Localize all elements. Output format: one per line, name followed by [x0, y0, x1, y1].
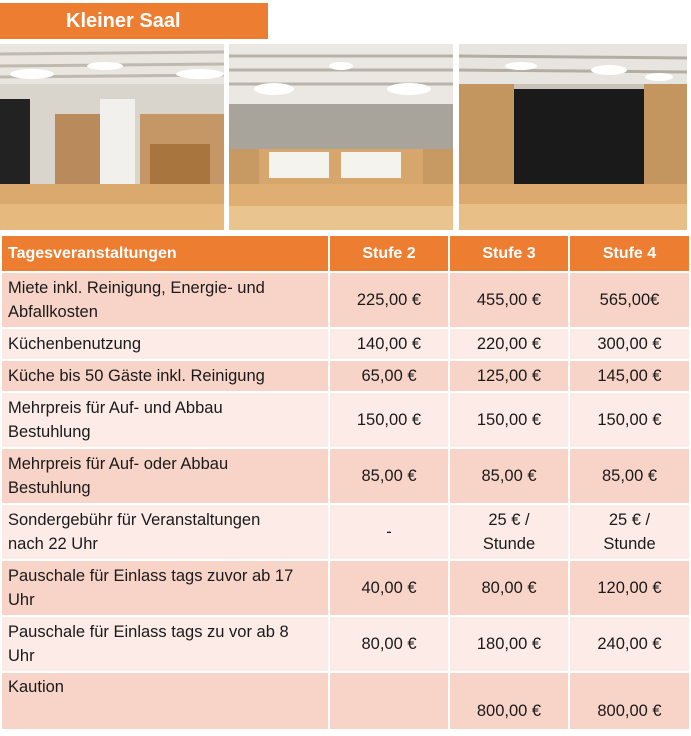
table-row — [1, 448, 690, 504]
stufe-4-price: 85,00 € — [569, 448, 690, 504]
stufe-3-price: 125,00 € — [449, 360, 569, 392]
stufe-3-price: 80,00 € — [449, 560, 569, 616]
stufe-4-price: 150,00 € — [569, 392, 690, 448]
table-row — [1, 272, 690, 328]
row-label: Sondergebühr für Veranstaltungen nach 22 Uhr — [1, 504, 329, 560]
stufe-2-price: - — [329, 504, 449, 560]
hall-photo-windows — [229, 44, 453, 230]
table-row — [1, 672, 690, 730]
row-label: Mehrpreis für Auf- oder Abbau Bestuhlung — [1, 448, 329, 504]
row-label: Miete inkl. Reinigung, Energie- und Abfallkosten — [1, 272, 329, 328]
stufe-2-price: 85,00 € — [329, 448, 449, 504]
table-row — [1, 616, 690, 672]
table-header-row — [1, 235, 690, 272]
stufe-2-price: 150,00 € — [329, 392, 449, 448]
row-label: Kaution — [1, 672, 329, 730]
row-label: Küchenbenutzung — [1, 328, 329, 360]
stufe-2-price: 40,00 € — [329, 560, 449, 616]
table-row — [1, 328, 690, 360]
header-stufe-4: Stufe 4 — [569, 235, 690, 272]
stufe-2-price: 80,00 € — [329, 616, 449, 672]
stufe-3-price: 220,00 € — [449, 328, 569, 360]
stufe-3-price: 800,00 € — [449, 672, 569, 730]
hall-photo-wall-panels — [0, 44, 224, 230]
stufe-2-price — [329, 672, 449, 730]
stufe-3-price: 455,00 € — [449, 272, 569, 328]
header-stufe-2: Stufe 2 — [329, 235, 449, 272]
row-label: Pauschale für Einlass tags zuvor ab 17 Uhr — [1, 560, 329, 616]
stufe-3-price: 85,00 € — [449, 448, 569, 504]
page-title: Kleiner Saal — [0, 3, 268, 39]
stufe-4-price: 565,00€ — [569, 272, 690, 328]
stufe-4-price: 120,00 € — [569, 560, 690, 616]
table-row — [1, 392, 690, 448]
hall-photo-stage — [459, 44, 687, 230]
stufe-4-price: 25 € / Stunde — [569, 504, 690, 560]
stufe-3-price: 180,00 € — [449, 616, 569, 672]
price-table — [0, 234, 691, 731]
stufe-3-price: 25 € / Stunde — [449, 504, 569, 560]
header-stufe-3: Stufe 3 — [449, 235, 569, 272]
table-row — [1, 504, 690, 560]
stufe-2-price: 140,00 € — [329, 328, 449, 360]
row-label: Mehrpreis für Auf- und Abbau Bestuhlung — [1, 392, 329, 448]
stufe-2-price: 225,00 € — [329, 272, 449, 328]
stufe-2-price: 65,00 € — [329, 360, 449, 392]
stufe-4-price: 145,00 € — [569, 360, 690, 392]
stufe-4-price: 300,00 € — [569, 328, 690, 360]
row-label: Pauschale für Einlass tags zu vor ab 8 Uhr — [1, 616, 329, 672]
stufe-4-price: 800,00 € — [569, 672, 690, 730]
table-row — [1, 560, 690, 616]
row-label: Küche bis 50 Gäste inkl. Reinigung — [1, 360, 329, 392]
stufe-3-price: 150,00 € — [449, 392, 569, 448]
header-tagesveranstaltungen: Tagesveranstaltungen — [1, 235, 329, 272]
table-row — [1, 360, 690, 392]
stufe-4-price: 240,00 € — [569, 616, 690, 672]
